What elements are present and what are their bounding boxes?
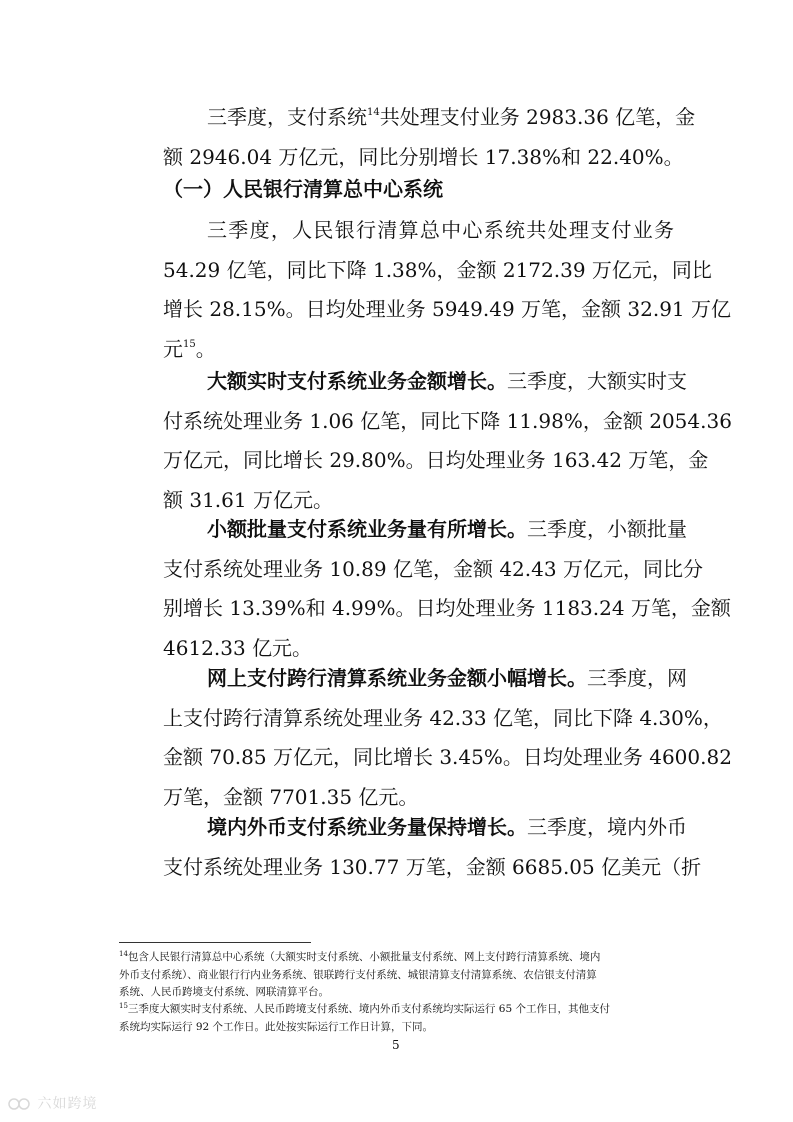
line: 元$^{15}$。	[163, 336, 216, 361]
watermark-text: 六如跨境	[37, 1096, 98, 1112]
line: 万笔，金额 7701.35 亿元。	[163, 784, 419, 809]
line: 付系统处理业务 1.06 亿笔，同比下降 11.98%，金额 2054.36	[163, 408, 732, 433]
footnote-mark: 15	[119, 1002, 128, 1010]
line: 三季度，支付系统$^{14}$共处理支付业务 2983.36 亿笔，金	[207, 105, 696, 129]
paragraph-clearing-center	[119, 211, 732, 369]
line: 支付系统处理业务 10.89 亿笔，金额 42.43 万亿元，同比分	[163, 556, 703, 581]
footnote-line: 外币支付系统）、商业银行行内业务系统、银联跨行支付系统、城银清算支付清算系统、农信银支付清算	[119, 968, 597, 981]
line: 三季度，人民银行清算总中心系统共处理支付业务	[207, 218, 674, 242]
bold-lead: 小额批量支付系统业务量有所增长。	[207, 517, 527, 541]
footnote-line: $^{15}$三季度大额实时支付系统、人民币跨境支付系统、境内外币支付系统均实际运行 65 个工作日，其他支付	[119, 1002, 610, 1015]
paragraph-beps	[119, 510, 731, 668]
footnote-line: $^{14}$包含人民银行清算总中心系统（大额实时支付系统、小额批量支付系统、网上支付跨行清算系统、境内	[119, 950, 601, 963]
paragraph-hvps	[119, 362, 732, 520]
bold-lead: 境内外币支付系统业务量保持增长。	[207, 815, 527, 839]
line: 支付系统处理业务 130.77 万笔，金额 6685.05 亿美元（折	[163, 854, 702, 879]
line: 境内外币支付系统业务量保持增长。三季度，境内外币	[207, 815, 687, 839]
line: 大额实时支付系统业务金额增长。三季度，大额实时支	[207, 369, 687, 393]
paragraph-payment-total	[119, 98, 696, 177]
watermark-logo-icon	[8, 1096, 32, 1112]
page-number: 5	[392, 1038, 400, 1052]
line: 上支付跨行清算系统处理业务 42.33 亿笔，同比下降 4.30%，	[163, 705, 723, 730]
line: 网上支付跨行清算系统业务金额小幅增长。三季度，网	[207, 666, 687, 690]
paragraph-fx-payment	[119, 808, 702, 887]
line: 54.29 亿笔，同比下降 1.38%，金额 2172.39 万亿元，同比	[163, 257, 712, 282]
line: 4612.33 亿元。	[163, 635, 313, 660]
line: 额 2946.04 万亿元，同比分别增长 17.38%和 22.40%。	[163, 144, 684, 169]
line: 万亿元，同比增长 29.80%。日均处理业务 163.42 万笔，金	[163, 448, 709, 472]
footnote-line: 系统均实际运行 92 个工作日。此处按实际运行工作日计算，下同。	[119, 1020, 434, 1033]
footnote-ref-14[interactable]: 14	[367, 107, 380, 118]
paragraph-ibps	[119, 659, 732, 817]
line: 增长 28.15%。日均处理业务 5949.49 万笔，金额 32.91 万亿	[163, 297, 732, 321]
line: 小额批量支付系统业务量有所增长。三季度，小额批量	[207, 517, 687, 541]
line: 额 31.61 万亿元。	[163, 487, 333, 512]
footnote-line: 系统、人民币跨境支付系统、网联清算平台。	[119, 986, 329, 998]
watermark	[8, 1093, 97, 1113]
footnote-15	[119, 998, 674, 1036]
bold-lead: 网上支付跨行清算系统业务金额小幅增长。	[207, 666, 587, 690]
section-heading: （一）人民银行清算总中心系统	[163, 177, 443, 201]
footnote-ref-15[interactable]: 15	[183, 338, 196, 350]
footnote-14	[119, 946, 674, 1002]
line: 别增长 13.39%和 4.99%。日均处理业务 1183.24 万笔，金额	[163, 596, 731, 620]
footnote-divider	[119, 942, 311, 943]
line: 金额 70.85 万亿元，同比增长 3.45%。日均处理业务 4600.82	[163, 745, 732, 769]
footnote-mark: 14	[119, 950, 128, 958]
bold-lead: 大额实时支付系统业务金额增长。	[207, 369, 507, 393]
